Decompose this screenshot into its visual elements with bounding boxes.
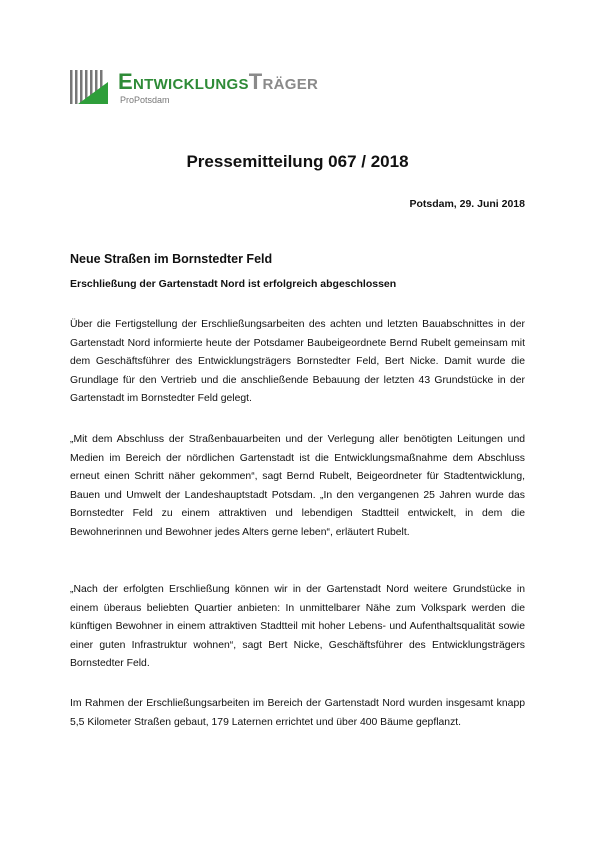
logo-mark-icon bbox=[70, 70, 110, 106]
logo-title-part2: Träger bbox=[248, 69, 319, 94]
logo-title bbox=[118, 69, 318, 95]
body-paragraph: Im Rahmen der Erschließungsarbeiten im Bereich der Gartenstadt Nord wurden insgesamt knapp 5,5 Kilometer Straßen gebaut, 179 Laternen errichtet und über 400 Bäume gepflanzt. bbox=[70, 698, 525, 728]
page-title: Pressemitteilung 067 / 2018 bbox=[186, 152, 409, 171]
body-paragraph: Über die Fertigstellung der Erschließungsarbeiten des achten und letzten Bauabschnittes in der Gartenstadt Nord informierte heute der Potsdamer Baubeigeordnete Bernd Rubelt gemeinsam mit dem Geschäftsführer des Entwicklungsträgers Bornstedter Feld, Bert Nicke. Damit wurde die Grundlage für den Vertrieb und die anschließende Bebauung der letzten 43 Grundstücke in der Gartenstadt im Bornstedter Feld gelegt. bbox=[70, 319, 525, 405]
subheadline: Erschließung der Gartenstadt Nord ist erfolgreich abgeschlossen bbox=[70, 278, 397, 290]
body-paragraph: „Mit dem Abschluss der Straßenbauarbeiten und der Verlegung aller benötigten Leitungen und Medien im Bereich der nördlichen Gartenstadt ist die Entwicklungsmaßnahme dem Abschluss erneut einen Schritt näher gekommen“, sagt Bernd Rubelt, Beigeordneter für Stadtentwicklung, Bauen und Umwelt der Landeshauptstadt Potsdam. „In den vergangenen 25 Jahren wurde das Bornstedter Feld zu einem attraktiven und lebendigen Stadtteil entwickelt, in dem die Bewohnerinnen und Bewohner jedes Alters gerne leben“, erläutert Rubelt. bbox=[70, 434, 525, 538]
date-line: Potsdam, 29. Juni 2018 bbox=[409, 198, 525, 210]
logo-title-part1: Entwicklungs bbox=[118, 69, 249, 94]
logo-subtitle: ProPotsdam bbox=[120, 95, 170, 105]
body-paragraph: „Nach der erfolgten Erschließung können wir in der Gartenstadt Nord weitere Grundstücke in einem überaus beliebten Quartier anbieten: In unmittelbarer Nähe zum Volkspark werden die künftigen Bewohner in einem attraktiven Stadtteil mit hoher Lebens- und Aufenthaltsqualität sowie einer guten Infrastruktur wohnen“, sagt Bert Nicke, Geschäftsführer des Entwicklungsträgers Bornstedter Feld. bbox=[70, 584, 525, 670]
headline: Neue Straßen im Bornstedter Feld bbox=[70, 252, 273, 266]
company-logo bbox=[70, 70, 390, 110]
